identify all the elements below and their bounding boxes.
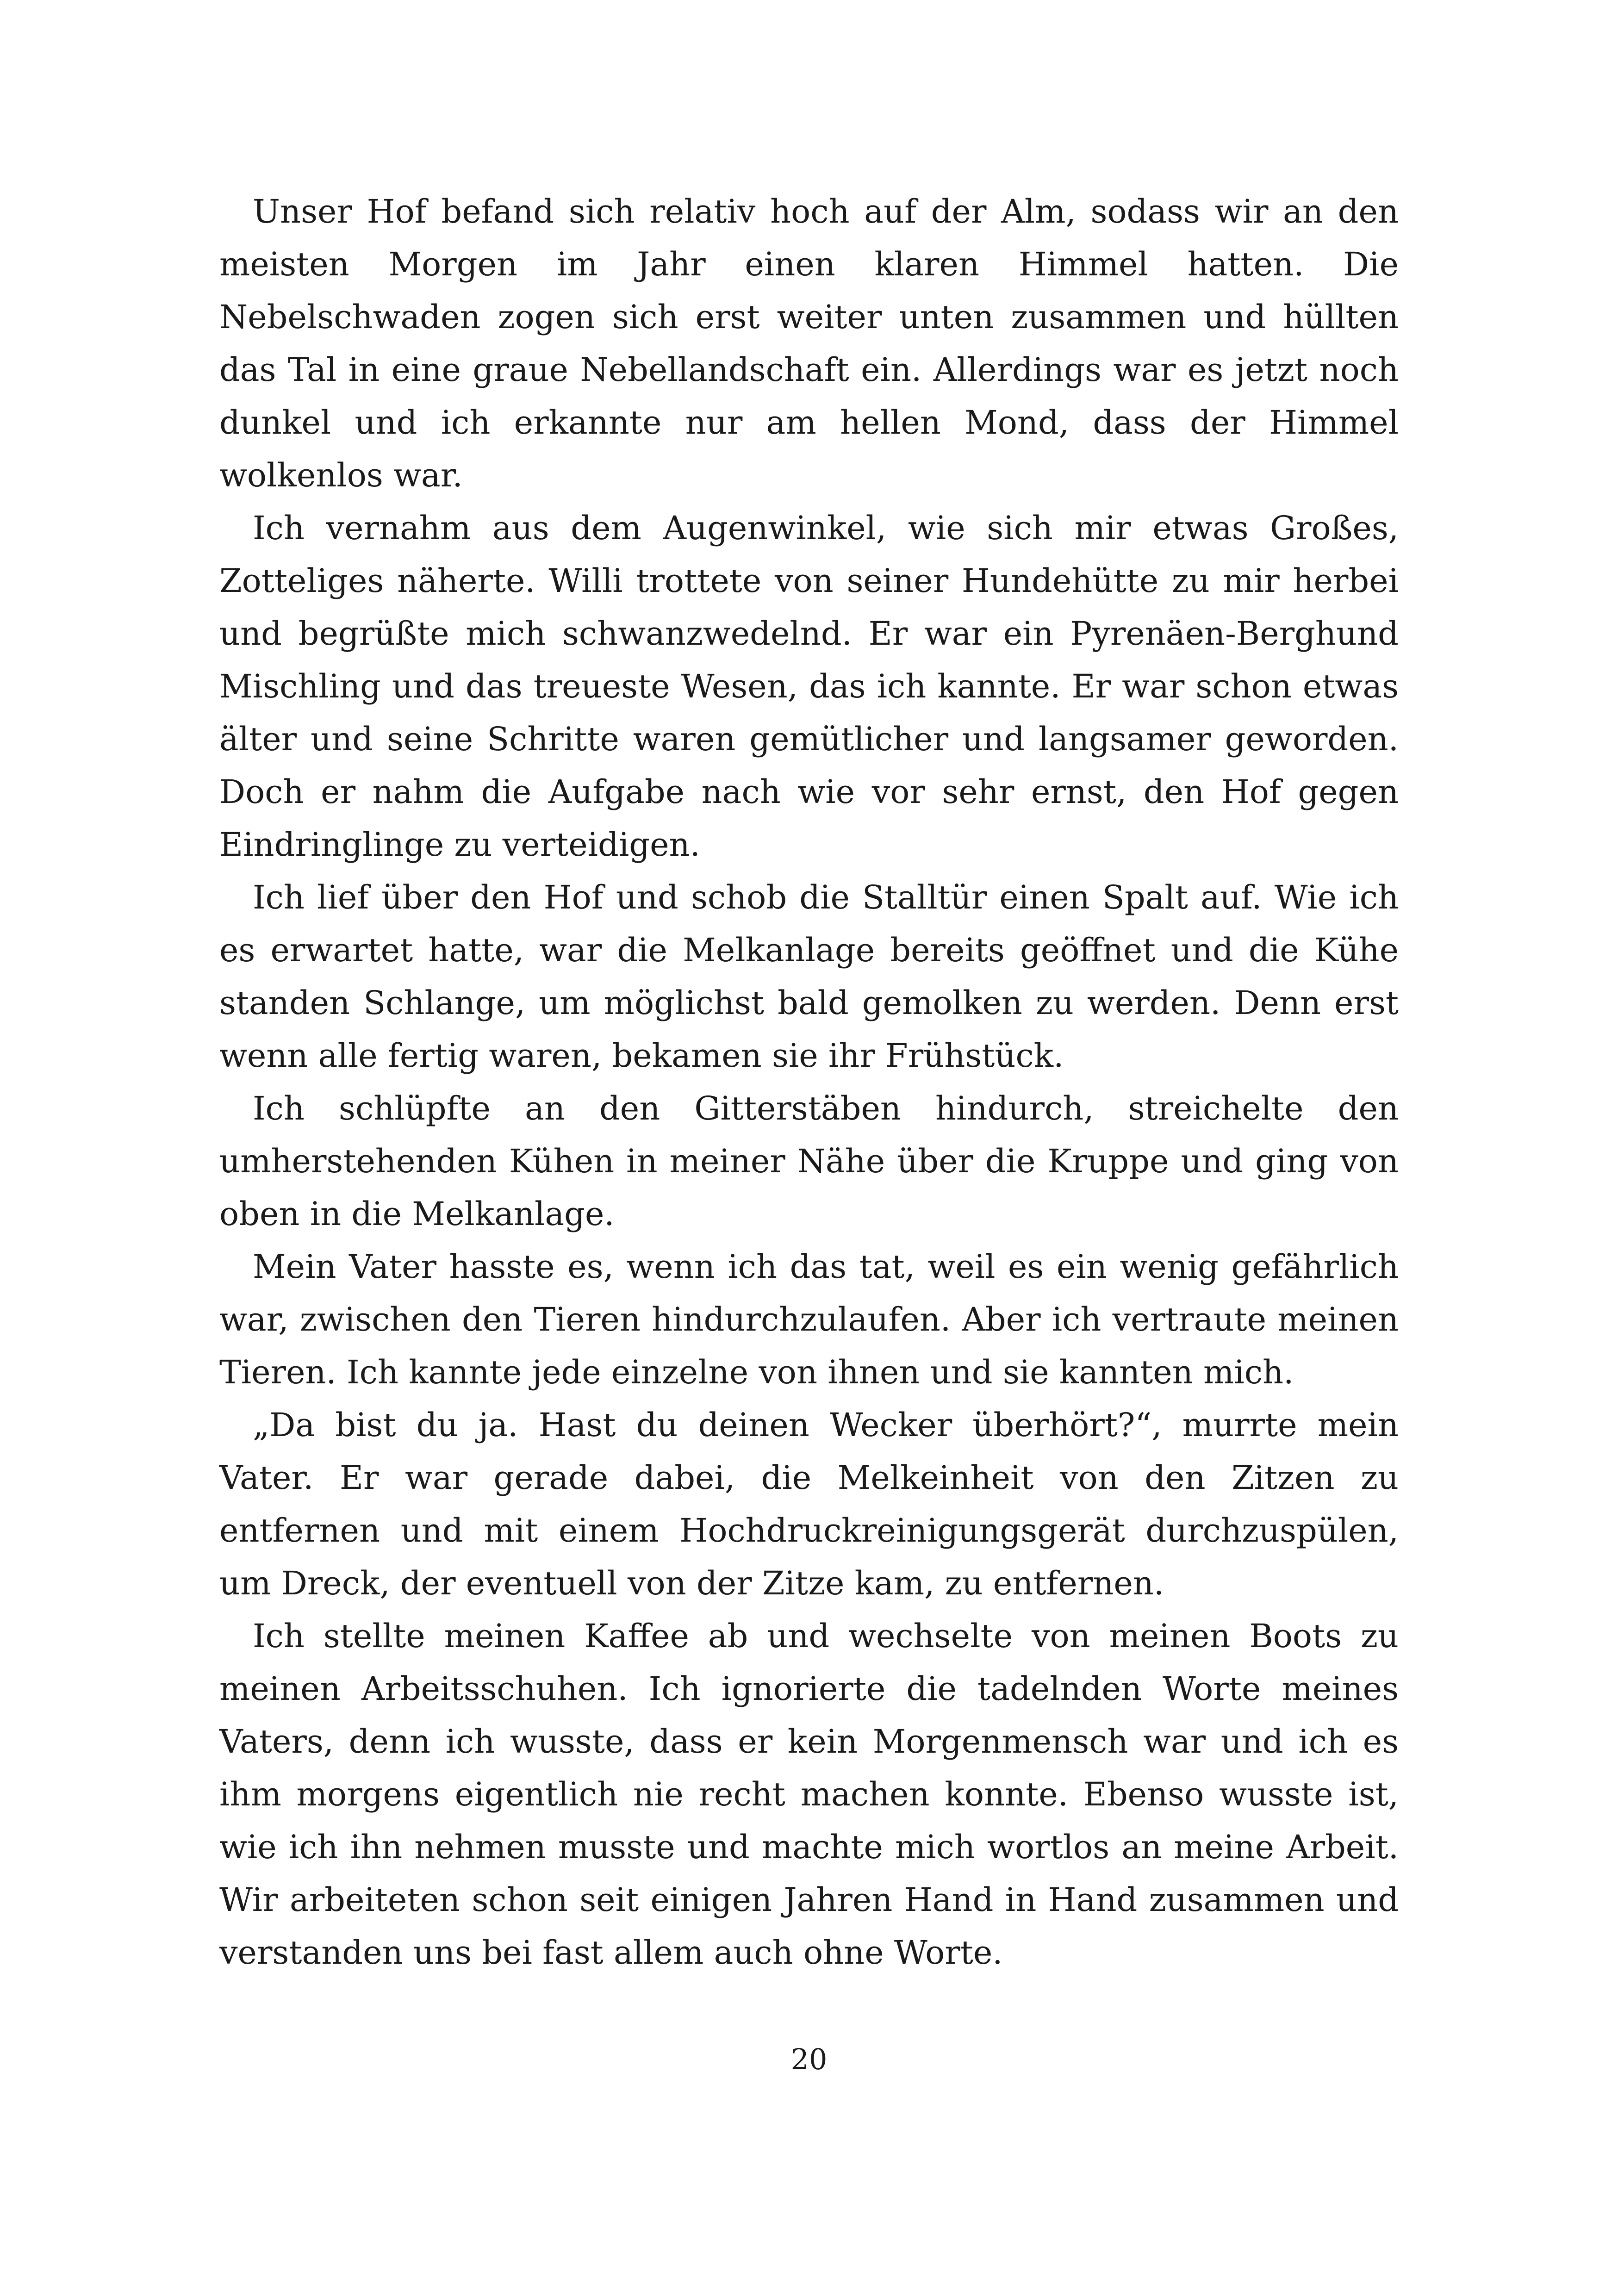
paragraph-7: Ich stellte meinen Kaffee ab und wechselte von meinen Boots zu meinen Arbeitsschuhen. Ich ignorierte die tadelnden Worte meines Vaters, denn ich wusste, dass er kein Morgenmensch war und ich es ihm morgens eigentlich nie recht machen konnte. Ebenso wusste ist, wie ich ihn nehmen musste und machte mich wortlos an meine Arbeit. Wir arbeiteten schon seit einigen Jahren Hand in Hand zusammen und verstanden uns bei fast allem auch ohne Worte. xyxy=(219,1617,1399,1972)
paragraph-1: Unser Hof befand sich relativ hoch auf der Alm, sodass wir an den meisten Morgen im Jahr einen klaren Himmel hatten. Die Nebelschwaden zogen sich erst weiter unten zusammen und hüllten das Tal in eine graue Nebellandschaft ein. Allerdings war es jetzt noch dunkel und ich erkannte nur am hellen Mond, dass der Himmel wolkenlos war. xyxy=(219,193,1399,494)
body-text xyxy=(219,185,1399,1979)
paragraph-6: „Da bist du ja. Hast du deinen Wecker überhört?“, murrte mein Vater. Er war gerade dabei, die Melkeinheit von den Zitzen zu entfernen und mit einem Hochdruckreinigungsgerät durchzuspülen, um Dreck, der eventuell von der Zitze kam, zu entfernen. xyxy=(219,1406,1399,1602)
paragraph-5: Mein Vater hasste es, wenn ich das tat, weil es ein wenig gefährlich war, zwischen den Tieren hindurchzulaufen. Aber ich vertraute meinen Tieren. Ich kannte jede einzelne von ihnen und sie kannten mich. xyxy=(219,1248,1399,1391)
page-number: 20 xyxy=(790,2042,828,2076)
paragraph-3: Ich lief über den Hof und schob die Stalltür einen Spalt auf. Wie ich es erwartet hatte, war die Melkanlage bereits geöffnet und die Kühe standen Schlange, um möglichst bald gemolken zu werden. Denn erst wenn alle fertig waren, bekamen sie ihr Frühstück. xyxy=(219,878,1399,1075)
paragraph-2: Ich vernahm aus dem Augenwinkel, wie sich mir etwas Großes, Zotteliges näherte. Willi trottete von seiner Hundehütte zu mir herbei und begrüßte mich schwanzwedelnd. Er war ein Pyrenäen-Berghund Mischling und das treueste Wesen, das ich kannte. Er war schon etwas älter und seine Schritte waren gemütlicher und langsamer geworden. Doch er nahm die Aufgabe nach wie vor sehr ernst, den Hof gegen Eindringlinge zu verteidigen. xyxy=(219,509,1399,864)
paragraph-4: Ich schlüpfte an den Gitterstäben hindurch, streichelte den umherstehenden Kühen in meiner Nähe über die Kruppe und ging von oben in die Melkanlage. xyxy=(219,1089,1399,1233)
